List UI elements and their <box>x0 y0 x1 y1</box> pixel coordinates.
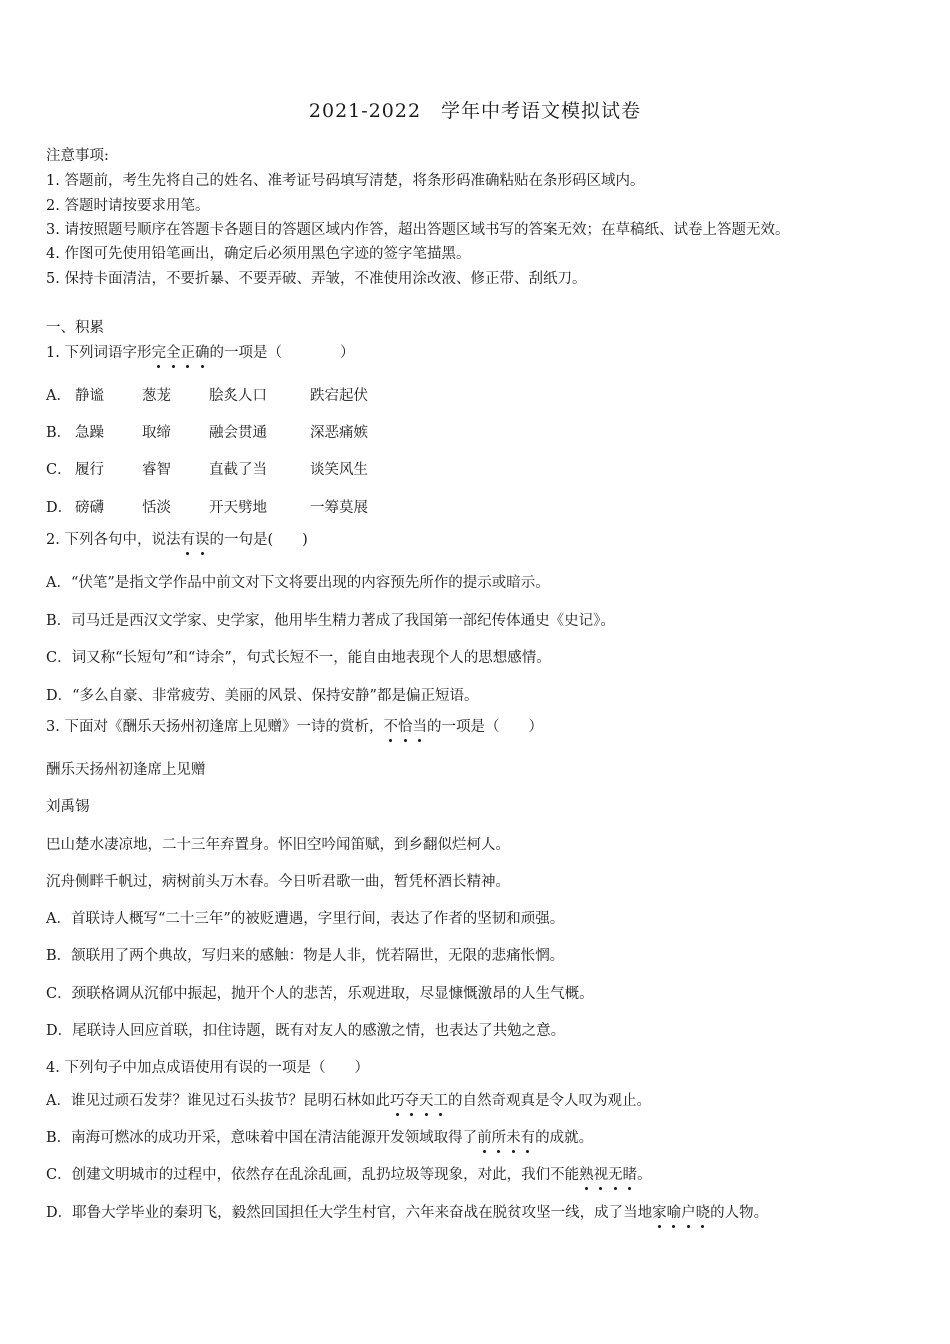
emphasis-char: 当 <box>412 719 427 735</box>
emphasis-char: 户 <box>681 1205 696 1221</box>
emphasis-char: 正 <box>180 345 195 361</box>
option-word: 跌宕起伏 <box>310 388 368 404</box>
section-heading: 一、积累 <box>46 320 104 336</box>
emphasis-char: 完 <box>151 345 166 361</box>
emphasis-char: 天 <box>418 1093 434 1109</box>
option-word: 深恶痛嫉 <box>310 425 368 441</box>
emphasis-char: 有 <box>180 532 195 548</box>
q4-c-emphasis <box>579 1167 637 1183</box>
emphasis-char: 确 <box>194 345 210 361</box>
emphasis-char: 夺 <box>404 1093 419 1109</box>
page-title: 2021-2022 学年中考语文模拟试卷 <box>308 100 642 122</box>
q4-b-emphasis <box>477 1130 535 1146</box>
question-2-stem <box>46 530 308 550</box>
q4-a-emphasis <box>390 1093 448 1109</box>
option-word: 葱茏 <box>142 388 171 404</box>
q3-option-b: B．颔联用了两个典故，写归来的感触：物是人非，恍若隔世，无限的悲痛怅惘。 <box>46 948 565 964</box>
q2-option-d: D．“多么自豪、非常疲劳、美丽的风景、保持安静”都是偏正短语。 <box>46 688 479 704</box>
option-label: D． <box>46 500 73 516</box>
option-word: 静谧 <box>75 388 104 404</box>
notice-item: 1. 答题前，考生先将自己的姓名、准考证号码填写清楚，将条形码准确粘贴在条形码区域内。 <box>46 173 645 189</box>
emphasis-char: 不 <box>383 719 398 735</box>
poem-line: 巴山楚水凄凉地，二十三年弃置身。怀旧空吟闻笛赋，到乡翻似烂柯人。 <box>46 837 510 853</box>
emphasis-char: 未 <box>506 1130 521 1146</box>
poem-title: 酬乐天扬州初逢席上见赠 <box>46 762 206 778</box>
option-word: 磅礴 <box>75 500 104 516</box>
q3-option-a: A．首联诗人概写“二十三年”的被贬遭遇，字里行间，表达了作者的坚韧和顽强。 <box>46 911 565 927</box>
poem-author: 刘禹锡 <box>46 799 90 815</box>
emphasis-char: 有 <box>520 1130 536 1146</box>
option-label: C． <box>46 462 72 478</box>
q4-a-post: 的自然奇观真是令人叹为观止。 <box>447 1093 651 1109</box>
q2-emphasis <box>180 532 209 548</box>
option-word: 开天劈地 <box>209 500 267 516</box>
notice-heading: 注意事项: <box>46 148 109 164</box>
question-1-stem <box>46 343 354 363</box>
q2-option-a: A．“伏笔”是指文学作品中前文对下文将要出现的内容预先所作的提示或暗示。 <box>46 575 550 591</box>
q4-b-pre: B．南海可燃冰的成功开采，意味着中国在清洁能源开发领域取得了 <box>46 1130 478 1146</box>
q4-option-b <box>46 1128 593 1148</box>
emphasis-char: 工 <box>433 1093 448 1109</box>
option-word: 急躁 <box>75 425 104 441</box>
q3-emphasis <box>383 719 427 735</box>
emphasis-char: 熟 <box>579 1167 594 1183</box>
q4-c-post: 。 <box>637 1167 652 1183</box>
q2-option-c: C．词又称“长短句”和“诗余”，句式长短不一，能自由地表现个人的思想感情。 <box>46 650 551 666</box>
q1-stem-pre: 1. 下列词语字形 <box>46 345 152 361</box>
emphasis-char: 误 <box>194 532 210 548</box>
option-word: 恬淡 <box>142 500 171 516</box>
option-word: 融会贯通 <box>209 425 267 441</box>
q4-d-post: 的人物。 <box>710 1205 769 1221</box>
option-word: 直截了当 <box>209 462 267 478</box>
notice-item: 3. 请按照题号顺序在答题卡各题目的答题区域内作答，超出答题区域书写的答案无效；在草稿纸、试卷上答题无效。 <box>46 222 790 238</box>
q2-option-b: B．司马迁是西汉文学家、史学家，他用毕生精力著成了我国第一部纪传体通史《史记》。 <box>46 613 615 629</box>
option-label: B． <box>46 425 72 441</box>
emphasis-char: 晓 <box>695 1205 711 1221</box>
q2-stem-pre: 2. 下列各句中，说法 <box>46 532 181 548</box>
q3-stem-post: 的一项是（ ） <box>426 719 543 735</box>
q4-option-d <box>46 1203 768 1223</box>
emphasis-char: 视 <box>593 1167 609 1183</box>
notice-item: 2. 答题时请按要求用笔。 <box>46 198 210 214</box>
q3-stem-pre: 3. 下面对《酬乐天扬州初逢席上见赠》一诗的赏析， <box>46 719 384 735</box>
option-word: 睿智 <box>142 462 171 478</box>
q1-emphasis <box>151 345 209 361</box>
q4-d-emphasis <box>652 1205 710 1221</box>
emphasis-char: 全 <box>165 345 181 361</box>
option-word: 谈笑风生 <box>310 462 368 478</box>
poem-line: 沉舟侧畔千帆过，病树前头万木春。今日听君歌一曲，暂凭杯酒长精神。 <box>46 874 510 890</box>
emphasis-char: 所 <box>491 1130 507 1146</box>
q1-stem-post: 的一项是（ ） <box>209 345 355 361</box>
q3-option-c: C．颈联格调从沉郁中振起，抛开个人的悲苦，乐观进取，尽显慷慨激昂的人生气概。 <box>46 986 594 1002</box>
q4-a-pre: A．谁见过顽石发芽？谁见过石头拔节？昆明石林如此 <box>46 1093 390 1109</box>
option-word: 取缔 <box>142 425 171 441</box>
emphasis-char: 巧 <box>389 1093 405 1109</box>
option-word: 脍炙人口 <box>209 388 267 404</box>
option-word: 一筹莫展 <box>310 500 368 516</box>
emphasis-char: 家 <box>652 1205 667 1221</box>
q4-c-pre: C．创建文明城市的过程中，依然存在乱涂乱画，乱扔垃圾等现象，对此，我们不能 <box>46 1167 580 1183</box>
q4-b-post: 的成就。 <box>535 1130 594 1146</box>
q4-d-pre: D．耶鲁大学毕业的秦玥飞，毅然回国担任大学生村官，六年来奋战在脱贫攻坚一线，成了当地 <box>46 1205 653 1221</box>
option-word: 履行 <box>75 462 104 478</box>
emphasis-char: 喻 <box>666 1205 682 1221</box>
q3-option-d: D．尾联诗人回应首联，扣住诗题，既有对友人的感激之情，也表达了共勉之意。 <box>46 1023 566 1039</box>
emphasis-char: 无 <box>608 1167 623 1183</box>
emphasis-char: 前 <box>477 1130 492 1146</box>
question-4-stem: 4. 下列句子中加点成语使用有误的一项是（ ） <box>46 1060 369 1076</box>
emphasis-char: 恰 <box>397 719 413 735</box>
question-3-stem <box>46 717 543 737</box>
q4-option-a <box>46 1091 651 1111</box>
notice-item: 4. 作图可先使用铅笔画出，确定后必须用黑色字迹的签字笔描黑。 <box>46 246 471 262</box>
emphasis-char: 睹 <box>622 1167 638 1183</box>
q4-option-c <box>46 1165 652 1185</box>
option-label: A． <box>46 388 71 404</box>
q2-stem-post: 的一句是( ) <box>209 532 308 548</box>
notice-item: 5. 保持卡面清洁，不要折暴、不要弄破、弄皱，不准使用涂改液、修正带、刮纸刀。 <box>46 271 587 287</box>
